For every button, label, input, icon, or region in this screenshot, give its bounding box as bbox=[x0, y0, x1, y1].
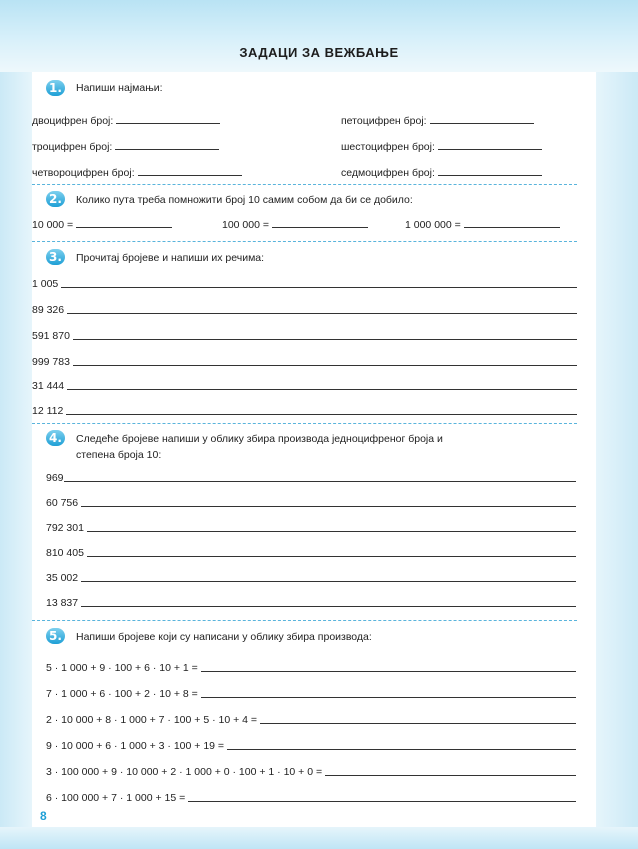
answer-label: 2 · 10 000 + 8 · 1 000 + 7 · 100 + 5 · 10 + 4 = bbox=[46, 714, 258, 726]
answer-blank[interactable] bbox=[76, 218, 172, 228]
answer-line bbox=[341, 140, 542, 153]
bottom-decorative-band bbox=[0, 827, 638, 849]
answer-line bbox=[46, 740, 576, 752]
answer-label: троцифрен број: bbox=[32, 141, 113, 153]
right-decorative-band bbox=[596, 72, 638, 849]
answer-line bbox=[46, 522, 576, 534]
task-instruction: Колико пута треба помножити број 10 самим собом да би се добило: bbox=[76, 194, 413, 206]
task-instruction: Напиши најмањи: bbox=[76, 82, 163, 94]
answer-blank[interactable] bbox=[87, 522, 576, 532]
answer-label: шестоцифрен број: bbox=[341, 141, 435, 153]
answer-line bbox=[32, 405, 577, 417]
answer-blank[interactable] bbox=[81, 497, 576, 507]
answer-line bbox=[32, 380, 577, 392]
page-number: 8 bbox=[40, 809, 47, 823]
answer-label: 60 756 bbox=[46, 497, 79, 509]
answer-label: 31 444 bbox=[32, 380, 65, 392]
answer-line bbox=[46, 572, 576, 584]
answer-label: 810 405 bbox=[46, 547, 84, 559]
answer-label: 13 837 bbox=[46, 597, 79, 609]
answer-blank[interactable] bbox=[73, 356, 577, 366]
answer-line bbox=[222, 218, 368, 231]
answer-blank[interactable] bbox=[87, 547, 576, 557]
answer-line bbox=[46, 597, 576, 609]
answer-label: 6 · 100 000 + 7 · 1 000 + 15 = bbox=[46, 792, 186, 804]
answer-blank[interactable] bbox=[430, 114, 534, 124]
answer-line bbox=[32, 140, 219, 153]
answer-blank[interactable] bbox=[73, 330, 577, 340]
answer-line bbox=[341, 114, 534, 127]
answer-blank[interactable] bbox=[61, 278, 577, 288]
answer-line bbox=[32, 114, 220, 127]
task-number-badge: 3. bbox=[46, 249, 65, 265]
answer-label: 591 870 bbox=[32, 330, 70, 342]
answer-label: 12 112 bbox=[32, 405, 64, 417]
answer-line bbox=[46, 792, 576, 804]
task-instruction: Следеће бројеве напиши у облику збира производа једноцифреног броја и bbox=[76, 433, 443, 445]
answer-blank[interactable] bbox=[260, 714, 576, 724]
answer-line bbox=[32, 356, 577, 368]
task-instruction: Напиши бројеве који су написани у облику збира производа: bbox=[76, 631, 372, 643]
answer-line bbox=[405, 218, 560, 231]
answer-blank[interactable] bbox=[67, 380, 577, 390]
task-number-badge: 1. bbox=[46, 80, 65, 96]
answer-line bbox=[32, 278, 577, 290]
answer-blank[interactable] bbox=[438, 166, 542, 176]
answer-blank[interactable] bbox=[201, 688, 576, 698]
answer-blank[interactable] bbox=[64, 472, 576, 482]
answer-blank[interactable] bbox=[325, 766, 576, 776]
answer-blank[interactable] bbox=[464, 218, 560, 228]
answer-label: 1 000 000 = bbox=[405, 219, 461, 231]
answer-line bbox=[46, 662, 576, 674]
page-title: ЗАДАЦИ ЗА ВЕЖБАЊЕ bbox=[239, 45, 399, 60]
answer-label: 7 · 1 000 + 6 · 100 + 2 · 10 + 8 = bbox=[46, 688, 198, 700]
answer-label: петоцифрен број: bbox=[341, 115, 427, 127]
answer-line bbox=[32, 330, 577, 342]
answer-blank[interactable] bbox=[201, 662, 576, 672]
answer-label: 100 000 = bbox=[222, 219, 270, 231]
answer-line bbox=[32, 166, 242, 179]
answer-label: 792 301 bbox=[46, 522, 84, 534]
answer-line bbox=[46, 547, 576, 559]
top-decorative-band bbox=[0, 0, 638, 72]
answer-blank[interactable] bbox=[272, 218, 368, 228]
answer-blank[interactable] bbox=[116, 114, 220, 124]
answer-blank[interactable] bbox=[81, 572, 576, 582]
answer-blank[interactable] bbox=[67, 304, 577, 314]
answer-line bbox=[341, 166, 542, 179]
task-number-badge: 5. bbox=[46, 628, 65, 644]
answer-line bbox=[46, 688, 576, 700]
section-separator bbox=[32, 620, 577, 621]
answer-label: 999 783 bbox=[32, 356, 70, 368]
answer-blank[interactable] bbox=[227, 740, 576, 750]
task-instruction: Прочитај бројеве и напиши их речима: bbox=[76, 252, 265, 264]
answer-label: 5 · 1 000 + 9 · 100 + 6 · 10 + 1 = bbox=[46, 662, 198, 674]
task-number-badge: 2. bbox=[46, 191, 65, 207]
answer-line bbox=[32, 304, 577, 316]
answer-label: 89 326 bbox=[32, 304, 65, 316]
answer-label: двоцифрен број: bbox=[32, 115, 114, 127]
section-separator bbox=[32, 423, 577, 424]
answer-line bbox=[46, 497, 576, 509]
section-separator bbox=[32, 241, 577, 242]
answer-line bbox=[46, 766, 576, 778]
answer-blank[interactable] bbox=[438, 140, 542, 150]
answer-line bbox=[32, 218, 172, 231]
left-decorative-band bbox=[0, 72, 32, 849]
answer-line bbox=[46, 472, 576, 484]
answer-blank[interactable] bbox=[66, 405, 577, 415]
answer-label: четвороцифрен број: bbox=[32, 167, 135, 179]
section-separator bbox=[32, 184, 577, 185]
answer-blank[interactable] bbox=[188, 792, 576, 802]
task-number-badge: 4. bbox=[46, 430, 65, 446]
answer-label: седмоцифрен број: bbox=[341, 167, 435, 179]
answer-label: 35 002 bbox=[46, 572, 79, 584]
task-instruction-continued: степена броја 10: bbox=[76, 449, 162, 461]
answer-label: 3 · 100 000 + 9 · 10 000 + 2 · 1 000 + 0 · 100 + 1 · 10 + 0 = bbox=[46, 766, 323, 778]
answer-blank[interactable] bbox=[138, 166, 242, 176]
answer-label: 10 000 = bbox=[32, 219, 74, 231]
answer-label: 9 · 10 000 + 6 · 1 000 + 3 · 100 + 19 = bbox=[46, 740, 225, 752]
answer-label: 969 bbox=[46, 472, 64, 484]
answer-label: 1 005 bbox=[32, 278, 59, 290]
answer-blank[interactable] bbox=[115, 140, 219, 150]
answer-line bbox=[46, 714, 576, 726]
answer-blank[interactable] bbox=[81, 597, 576, 607]
